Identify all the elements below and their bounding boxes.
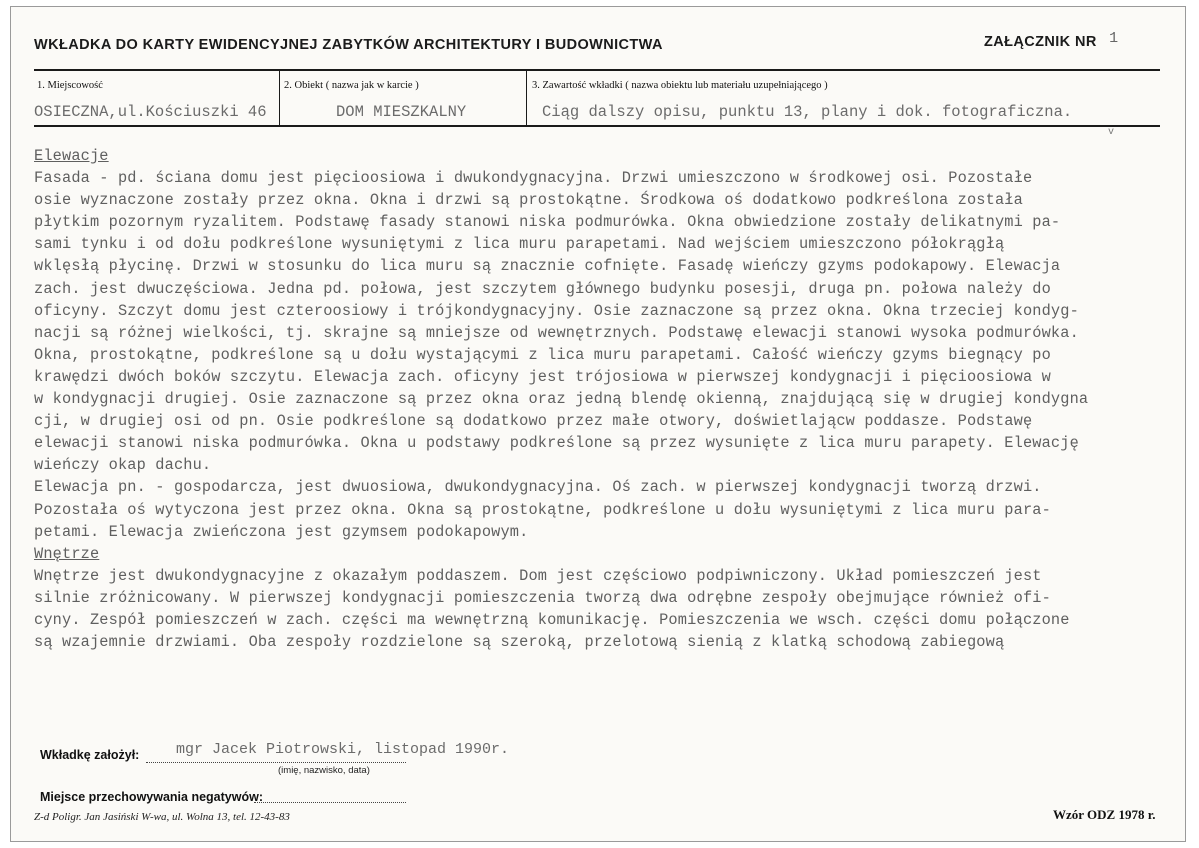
document-title: WKŁADKA DO KARTY EWIDENCYJNEJ ZABYTKÓW ARCHITEKTURY I BUDOWNICTWA (34, 37, 663, 53)
field-3-label: 3. Zawartość wkładki ( nazwa obiektu lub materiału uzupełniającego ) (532, 80, 828, 91)
stray-mark: v (1108, 127, 1115, 138)
header-bottom-rule (34, 125, 1160, 127)
form-id: Wzór ODZ 1978 r. (1053, 807, 1156, 822)
body-line: wieńczy okap dachu. (34, 456, 212, 475)
section-heading-wnetrze: Wnętrze (34, 544, 100, 563)
body-line: wklęsłą płycinę. Drzwi w stosunku do lica muru są znacznie cofnięte. Fasadę wieńczy gzyms podokapowy. Elewacja (34, 257, 1061, 276)
body-line: są wzajemnie drzwiami. Oba zespoły rozdzielone są szeroką, przelotową sienią z klatką schodową zabiegową (34, 633, 1005, 652)
field-3-value: Ciąg dalszy opisu, punktu 13, plany i dok. fotograficzna. (542, 103, 1073, 121)
author-label: Wkładkę założył: (40, 748, 140, 762)
section-heading-elewacje: Elewacje (34, 147, 109, 165)
field-1-label: 1. Miejscowość (37, 80, 103, 91)
body-line: cyny. Zespół pomieszczeń w zach. części ma wewnętrzną komunikację. Pomieszczenia we wsch. części domu połączone (34, 610, 1070, 629)
body-line: Pozostała oś wytyczona jest przez okna. Okna są prostokątne, podkreślone u dołu wysuniętymi z lica muru para- (34, 500, 1051, 519)
header-top-rule (34, 69, 1160, 71)
body-line: zach. jest dwuczęściowa. Jedna pd. połowa, jest szczytem głównego budynku posesji, druga pn. połowa należy do (34, 279, 1051, 298)
description-body (34, 145, 1184, 653)
author-hint: (imię, nazwisko, data) (278, 765, 370, 776)
body-line: petami. Elewacja zwieńczona jest gzymsem podokapowym. (34, 522, 529, 541)
field-2-value: DOM MIESZKALNY (336, 103, 467, 121)
printer-imprint: Z-d Poligr. Jan Jasiński W-wa, ul. Wolna 13, tel. 12-43-83 (34, 811, 290, 823)
body-line: sami tynku i od dołu podkreślone wysuniętymi z lica muru parapetami. Nad wejściem umieszczono półokrągłą (34, 235, 1005, 254)
attachment-number (984, 30, 1119, 51)
author-value: mgr Jacek Piotrowski, listopad 1990r. (176, 741, 510, 758)
negatives-dotted-line (254, 802, 406, 803)
author-dotted-line (146, 762, 406, 763)
body-line: Fasada - pd. ściana domu jest pięcioosiowa i dwukondygnacyjna. Drzwi umieszczono w środkowej osi. Pozostałe (34, 169, 1033, 188)
body-line: płytkim pozornym ryzalitem. Podstawę fasady stanowi niska podmurówka. Okna obwiedzione zostały delikatnymi pa- (34, 213, 1061, 232)
attachment-label: ZAŁĄCZNIK NR (984, 34, 1097, 50)
column-divider-2 (526, 71, 527, 125)
attachment-number-value: 1 (1109, 30, 1119, 47)
body-line: cji, w drugiej osi od pn. Osie podkreślone są dodatkowo przez małe otwory, doświetlającw poddasze. Podstawę (34, 412, 1033, 431)
body-line: w kondygnacji drugiej. Osie zaznaczone są przez okna oraz jedną blendę okienną, znajdującą się w drugiej kondygna (34, 390, 1089, 409)
body-line: Okna, prostokątne, podkreślone są u dołu wystającymi z lica muru parapetami. Całość wieńczy gzyms biegnący po (34, 345, 1051, 364)
field-2-label: 2. Obiekt ( nazwa jak w karcie ) (284, 80, 419, 91)
negatives-label: Miejsce przechowywania negatywów: (40, 790, 263, 804)
body-line: nacji są różnej wielkości, tj. skrajne są mniejsze od wewnętrznych. Podstawę elewacji stanowi wysoka podmurówka. (34, 323, 1079, 342)
body-line: oficyny. Szczyt domu jest czteroosiowy i trójkondygnacyjny. Osie zaznaczone są przez okna. Okna trzeciej kondyg- (34, 301, 1079, 320)
body-line: krawędzi dwóch boków szczytu. Elewacja zach. oficyny jest trójosiowa w pierwszej kondygnacji i pięcioosiowa w (34, 367, 1051, 386)
field-1-value: OSIECZNA,ul.Kościuszki 46 (34, 103, 267, 121)
body-line: silnie zróżnicowany. W pierwszej kondygnacji pomieszczenia tworzą dwa odrębne zespoły obejmujące również ofi- (34, 588, 1051, 607)
body-line: osie wyznaczone zostały przez okna. Okna i drzwi są prostokątne. Środkowa oś dodatkowo podkreślona została (34, 191, 1023, 210)
body-line: Wnętrze jest dwukondygnacyjne z okazałym poddaszem. Dom jest częściowo podpiwniczony. Układ pomieszczeń jest (34, 566, 1042, 585)
body-line: Elewacja pn. - gospodarcza, jest dwuosiowa, dwukondygnacyjna. Oś zach. w pierwszej kondygnacji tworzą drzwi. (34, 478, 1042, 497)
column-divider-1 (279, 71, 280, 125)
body-line: elewacji stanowi niska podmurówka. Okna u podstawy podkreślone są przez wysunięte z lica muru parapety. Elewację (34, 434, 1079, 453)
